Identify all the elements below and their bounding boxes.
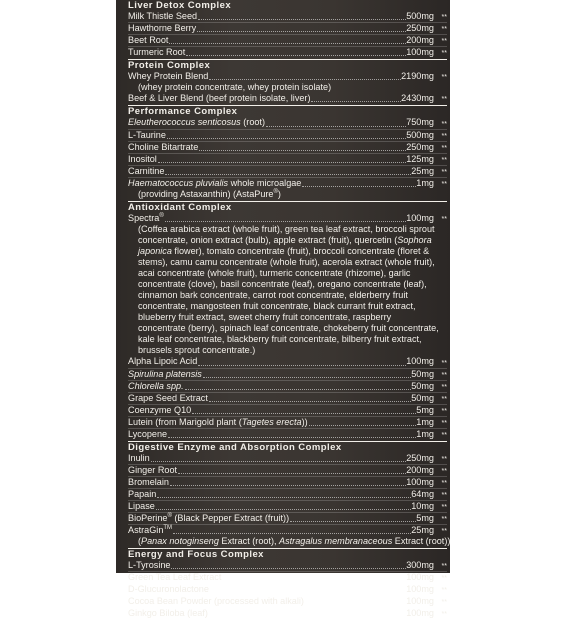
ingredient-row-grape-seed xyxy=(128,393,447,405)
ingredient-name: Inositol xyxy=(128,153,157,164)
ingredient-row-eleutherococcus xyxy=(128,117,447,129)
ingredient-amount: 64mg xyxy=(411,488,434,499)
ingredient-name: Hawthorne Berry xyxy=(128,23,197,34)
daily-value-mark: ** xyxy=(441,455,447,463)
leader-dots xyxy=(171,568,406,569)
leader-dots xyxy=(209,79,401,80)
section-heading-protein: Protein Complex xyxy=(128,59,447,71)
subtext-part: ( xyxy=(138,536,142,547)
ingredient-row-l-taurine xyxy=(128,130,447,142)
section-heading-liver-detox: Liver Detox Complex xyxy=(128,0,232,11)
ingredient-name: Papain xyxy=(128,488,157,499)
registered-mark: ® xyxy=(159,212,164,219)
ingredient-name: L-Taurine xyxy=(128,129,166,140)
ingredient-row-spirulina xyxy=(128,369,447,381)
paragraph-text: (Coffea arabica extract (whole fruit), green tea leaf extract, broccoli sprout concentrate, onion extract (bulb), apple extract (fruit), quercetin ( xyxy=(138,223,435,245)
ingredient-name xyxy=(128,369,202,380)
ingredient-latin-name: Haematococcus pluvialis xyxy=(128,177,229,188)
daily-value-mark: ** xyxy=(441,516,447,524)
ingredient-amount: 100mg xyxy=(406,47,434,58)
leader-dots xyxy=(167,138,406,139)
daily-value-mark: ** xyxy=(441,467,447,475)
daily-value-mark: ** xyxy=(441,528,447,536)
ingredient-amount: 250mg xyxy=(406,23,434,34)
ingredient-brand: Spectra xyxy=(128,212,160,223)
ingredient-name xyxy=(128,213,164,224)
daily-value-mark: ** xyxy=(441,431,447,439)
ingredient-amount: 300mg xyxy=(406,560,434,571)
ingredient-list xyxy=(116,0,450,620)
ingredient-row-d-glucuronolactone xyxy=(128,584,447,596)
ingredient-name: Turmeric Root xyxy=(128,47,186,58)
ingredient-row-ginkgo xyxy=(128,608,447,620)
ingredient-row-carnitine xyxy=(128,166,447,178)
leader-dots xyxy=(198,19,406,20)
leader-dots xyxy=(309,425,417,426)
ingredient-name xyxy=(128,525,172,536)
leader-dots xyxy=(209,616,406,617)
ingredient-name: Beef & Liver Blend (beef protein isolate, liver) xyxy=(128,93,311,104)
subtext-latin-name: Astragalus membranaceous xyxy=(279,536,393,547)
ingredient-row-cocoa xyxy=(128,596,447,608)
ingredient-row-turmeric xyxy=(128,47,447,58)
ingredient-amount: 100mg xyxy=(406,572,434,583)
ingredient-row-lycopene xyxy=(128,429,447,440)
ingredient-name: Milk Thistle Seed xyxy=(128,11,198,22)
ingredient-amount: 100mg xyxy=(406,356,434,367)
daily-value-mark: ** xyxy=(441,359,447,367)
ingredient-amount: 750mg xyxy=(406,117,434,128)
daily-value-mark: ** xyxy=(441,599,447,607)
ingredient-row-spectra xyxy=(128,213,447,224)
ingredient-name: Ginkgo Biloba (leaf) xyxy=(128,608,208,619)
ingredient-part: (root) xyxy=(240,117,265,128)
leader-dots xyxy=(222,580,406,581)
leader-dots xyxy=(165,221,406,222)
daily-value-mark: ** xyxy=(441,383,447,391)
daily-value-mark: ** xyxy=(441,407,447,415)
ingredient-name: Whey Protein Blend xyxy=(128,71,209,82)
leader-dots xyxy=(203,377,411,378)
ingredient-brand: AstraGin xyxy=(128,525,164,536)
leader-dots xyxy=(302,186,416,187)
ingredient-amount: 200mg xyxy=(406,464,434,475)
ingredient-row-beef-liver xyxy=(128,93,447,104)
ingredient-name: Bromelain xyxy=(128,476,169,487)
paragraph-latin-name: Sophora japonica xyxy=(138,234,432,256)
ingredient-row-alpha-lipoic xyxy=(128,356,447,368)
ingredient-name: Coenzyme Q10 xyxy=(128,404,192,415)
ingredient-amount: 2190mg xyxy=(401,71,434,82)
ingredient-amount: 2430mg xyxy=(401,93,434,104)
leader-dots xyxy=(151,461,406,462)
leader-dots xyxy=(198,365,406,366)
ingredient-row-lipase xyxy=(128,501,447,513)
registered-mark: ® xyxy=(167,513,172,520)
leader-dots xyxy=(209,401,411,402)
ingredient-subtext-astaxanthin xyxy=(128,189,447,200)
leader-dots xyxy=(199,150,406,151)
leader-dots xyxy=(157,497,411,498)
daily-value-mark: ** xyxy=(441,419,447,427)
ingredient-amount: 500mg xyxy=(406,129,434,140)
ingredient-row-ginger xyxy=(128,465,447,477)
supplement-facts-panel xyxy=(116,0,451,619)
trademark-mark: TM xyxy=(163,525,173,532)
ingredient-name xyxy=(128,117,265,128)
leader-dots xyxy=(178,473,406,474)
leader-dots xyxy=(165,174,411,175)
leader-dots xyxy=(173,533,411,534)
ingredient-row-bioperine xyxy=(128,513,447,525)
daily-value-mark: ** xyxy=(441,50,447,58)
ingredient-row-astragin xyxy=(128,525,447,536)
leader-dots xyxy=(210,592,406,593)
ingredient-name: Green Tea Leaf Extract xyxy=(128,572,222,583)
registered-mark: ® xyxy=(273,188,278,195)
section-heading-energy: Energy and Focus Complex xyxy=(128,548,447,560)
daily-value-mark: ** xyxy=(441,120,447,128)
ingredient-amount: 5mg xyxy=(416,404,434,415)
ingredient-amount: 500mg xyxy=(406,11,434,22)
daily-value-mark: ** xyxy=(441,504,447,512)
ingredient-amount: 100mg xyxy=(406,584,434,595)
ingredient-name: Inulin xyxy=(128,452,150,463)
leader-dots xyxy=(170,485,406,486)
ingredient-row-coq10 xyxy=(128,405,447,417)
ingredient-row-beet-root xyxy=(128,35,447,47)
ingredient-row-milk-thistle xyxy=(128,11,447,23)
subtext-part: Extract (root)) xyxy=(392,536,451,547)
ingredient-amount: 50mg xyxy=(411,368,434,379)
section-heading-antioxidant: Antioxidant Complex xyxy=(128,201,447,213)
ingredient-name xyxy=(128,417,308,428)
ingredient-name: Lycopene xyxy=(128,428,168,439)
ingredient-latin-name: Eleutherococcus senticosus xyxy=(128,117,241,128)
daily-value-mark: ** xyxy=(441,587,447,595)
ingredient-amount: 25mg xyxy=(411,525,434,536)
ingredient-amount: 200mg xyxy=(406,35,434,46)
daily-value-mark: ** xyxy=(441,492,447,500)
daily-value-mark: ** xyxy=(441,132,447,140)
daily-value-mark: ** xyxy=(441,26,447,34)
leader-dots xyxy=(192,413,416,414)
ingredient-row-l-tyrosine xyxy=(128,560,447,572)
ingredient-row-inositol xyxy=(128,154,447,166)
daily-value-mark: ** xyxy=(441,144,447,152)
leader-dots xyxy=(169,43,406,44)
ingredient-row-papain xyxy=(128,489,447,501)
ingredient-name xyxy=(128,178,301,189)
ingredient-amount: 100mg xyxy=(406,596,434,607)
ingredient-row-whey xyxy=(128,71,447,82)
ingredient-brand: BioPerine xyxy=(128,513,168,524)
daily-value-mark: ** xyxy=(441,156,447,164)
ingredient-name-part: Lutein (from Marigold plant ( xyxy=(128,416,242,427)
subtext-part: ) xyxy=(277,188,281,199)
leader-dots xyxy=(290,521,416,522)
ingredient-row-hawthorne xyxy=(128,23,447,35)
ingredient-name: Ginger Root xyxy=(128,464,178,475)
ingredient-amount: 10mg xyxy=(411,501,434,512)
leader-dots xyxy=(266,126,406,127)
ingredient-amount: 50mg xyxy=(411,392,434,403)
section-heading-digestive: Digestive Enzyme and Absorption Complex xyxy=(128,441,447,453)
ingredient-name: Carnitine xyxy=(128,165,165,176)
leader-dots xyxy=(168,437,416,438)
daily-value-mark: ** xyxy=(441,395,447,403)
daily-value-mark: ** xyxy=(441,611,447,619)
daily-value-mark: ** xyxy=(441,180,447,188)
ingredient-name: L-Tyrosine xyxy=(128,560,171,571)
ingredient-amount: 5mg xyxy=(416,513,434,524)
ingredient-amount: 100mg xyxy=(406,212,434,223)
ingredient-name: Cocoa Bean Powder (processed with alkali) xyxy=(128,596,304,607)
ingredient-latin-name: Chlorella spp. xyxy=(128,380,184,391)
ingredient-name: Grape Seed Extract xyxy=(128,392,208,403)
ingredient-subtext-whey: (whey protein concentrate, whey protein isolate) xyxy=(138,82,332,93)
leader-dots xyxy=(156,509,411,510)
ingredient-name: Beet Root xyxy=(128,35,169,46)
ingredient-name: D-Glucuronolactone xyxy=(128,584,209,595)
subtext-part: (providing Astaxanthin) (AstaPure xyxy=(138,188,274,199)
ingredient-name xyxy=(128,381,184,392)
ingredient-row-choline xyxy=(128,142,447,154)
ingredient-subtext-astragin xyxy=(128,536,451,547)
ingredient-name-part: (Black Pepper Extract (fruit)) xyxy=(171,513,290,524)
ingredient-amount: 100mg xyxy=(406,476,434,487)
ingredient-name: Lipase xyxy=(128,501,155,512)
daily-value-mark: ** xyxy=(441,575,447,583)
ingredient-amount: 125mg xyxy=(406,153,434,164)
ingredient-latin-name: Tagetes erecta xyxy=(241,416,302,427)
daily-value-mark: ** xyxy=(441,96,447,104)
leader-dots xyxy=(158,162,406,163)
ingredient-row-lutein xyxy=(128,417,447,429)
ingredient-row-chlorella xyxy=(128,381,447,393)
ingredient-part: whole microalgae xyxy=(228,177,302,188)
ingredient-row-bromelain xyxy=(128,477,447,489)
subtext-part: Extract (root), xyxy=(218,536,280,547)
leader-dots xyxy=(305,604,406,605)
daily-value-mark: ** xyxy=(441,168,447,176)
daily-value-mark: ** xyxy=(441,563,447,571)
daily-value-mark: ** xyxy=(441,479,447,487)
leader-dots xyxy=(185,389,412,390)
ingredient-name: Alpha Lipoic Acid xyxy=(128,356,198,367)
ingredient-amount: 1mg xyxy=(416,177,434,188)
leader-dots xyxy=(197,31,406,32)
ingredient-amount: 50mg xyxy=(411,380,434,391)
ingredient-amount: 1mg xyxy=(416,428,434,439)
leader-dots xyxy=(186,55,406,56)
section-heading-performance: Performance Complex xyxy=(128,105,447,117)
daily-value-mark: ** xyxy=(441,371,447,379)
ingredient-amount: 250mg xyxy=(406,452,434,463)
paragraph-text: flower), tomato concentrate (fruit), broccoli concentrate (floret & stems), camu camu concentrate (whole fruit), acerola extract (whole fruit), acai concentrate (whole fruit), turmeric concentrate (rhizome), garlic concentrate (clove), basil concentrate (leaf), oregano concentrate (leaf), cinnamon bark concentrate, carrot root concentrate, elderberry fruit concentrate, mangosteen fruit concentrate, black currant fruit extract, blueberry fruit extract, sweet cherry fruit concentrate, raspberry concentrate (berry), spinach leaf concentrate, chokeberry fruit concentrate, kale leaf concentrate, blackberry fruit concentrate, bilberry fruit extract, brussels sprout concentrate.) xyxy=(138,245,439,356)
ingredient-amount: 100mg xyxy=(406,608,434,619)
ingredient-row-haematococcus xyxy=(128,178,447,189)
ingredient-amount: 25mg xyxy=(411,165,434,176)
spectra-ingredient-paragraph xyxy=(128,224,447,357)
ingredient-name-part: )) xyxy=(301,416,308,427)
ingredient-row-green-tea xyxy=(128,572,447,584)
daily-value-mark: ** xyxy=(441,38,447,46)
daily-value-mark: ** xyxy=(441,215,447,223)
subtext-latin-name: Panax notoginseng xyxy=(141,536,219,547)
ingredient-name xyxy=(128,513,289,524)
leader-dots xyxy=(311,101,401,102)
ingredient-name: Choline Bitartrate xyxy=(128,141,199,152)
ingredient-amount: 250mg xyxy=(406,141,434,152)
ingredient-row-inulin xyxy=(128,453,447,465)
ingredient-amount: 1mg xyxy=(416,416,434,427)
daily-value-mark: ** xyxy=(441,74,447,82)
ingredient-latin-name: Spirulina platensis xyxy=(128,368,202,379)
daily-value-mark: ** xyxy=(441,14,447,22)
